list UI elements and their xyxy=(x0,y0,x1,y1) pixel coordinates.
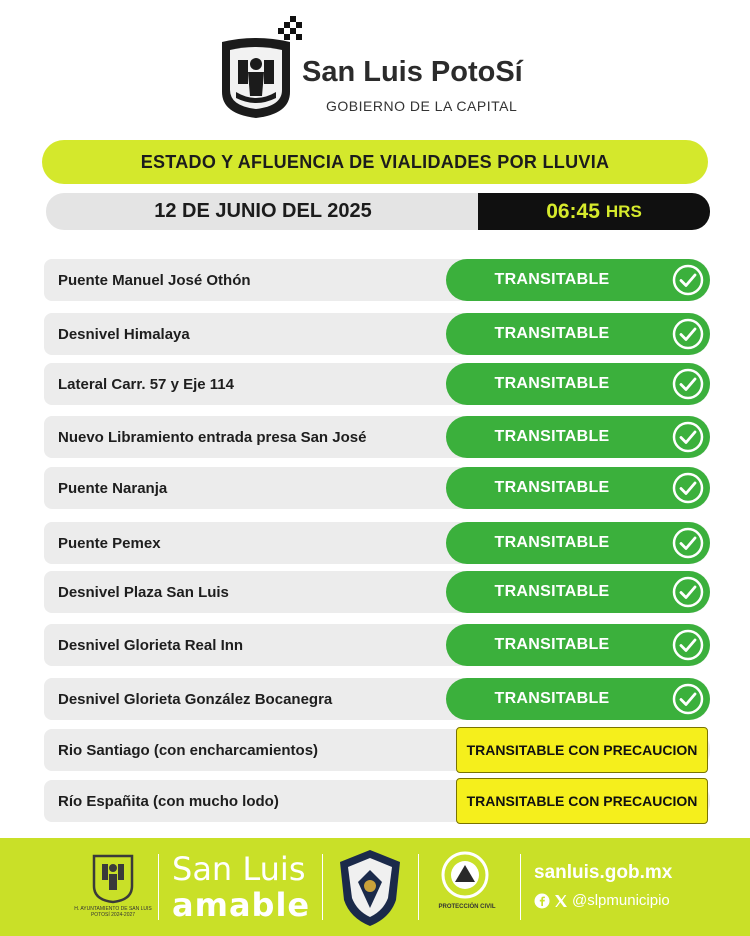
road-name: Puente Manuel José Othón xyxy=(58,271,251,289)
social-handle[interactable] xyxy=(534,892,670,909)
status-label: TRANSITABLE xyxy=(494,325,610,342)
status-badge-caution: TRANSITABLE CON PRECAUCION xyxy=(456,778,708,824)
road-row xyxy=(44,363,710,405)
report-date: 12 DE JUNIO DEL 2025 xyxy=(46,193,480,230)
ayuntamiento-seal-icon xyxy=(84,852,142,904)
status-label: TRANSITABLE xyxy=(494,583,610,600)
road-row xyxy=(44,467,710,509)
road-row xyxy=(44,571,710,613)
footer-divider xyxy=(418,854,419,920)
status-label: TRANSITABLE xyxy=(494,479,610,496)
status-label: TRANSITABLE xyxy=(494,534,610,551)
checkmark-circle-icon xyxy=(672,368,704,400)
status-badge xyxy=(446,363,710,405)
road-row xyxy=(44,259,710,301)
footer-divider xyxy=(322,854,323,920)
footer-divider xyxy=(158,854,159,920)
proteccion-civil-icon xyxy=(440,850,490,900)
road-row xyxy=(44,678,710,720)
status-label: TRANSITABLE xyxy=(494,428,610,445)
brand-subtitle: GOBIERNO DE LA CAPITAL xyxy=(326,98,518,114)
road-name: Puente Pemex xyxy=(58,534,161,552)
status-badge xyxy=(446,571,710,613)
page-title: ESTADO Y AFLUENCIA DE VIALIDADES POR LLUVIA xyxy=(42,140,708,184)
checkmark-circle-icon xyxy=(672,264,704,296)
status-badge-caution: TRANSITABLE CON PRECAUCION xyxy=(456,727,708,773)
status-badge xyxy=(446,416,710,458)
status-badge xyxy=(446,467,710,509)
status-label: TRANSITABLE xyxy=(494,636,610,653)
road-row xyxy=(44,522,710,564)
status-badge xyxy=(446,313,710,355)
proteccion-civil-label: PROTECCIÓN CIVIL xyxy=(438,904,496,910)
city-seal-icon xyxy=(218,36,294,120)
checkmark-circle-icon xyxy=(672,576,704,608)
road-name: Rio Santiago (con encharcamientos) xyxy=(58,741,319,759)
facebook-icon xyxy=(534,893,550,909)
road-row xyxy=(44,780,710,822)
footer xyxy=(0,838,750,936)
status-badge xyxy=(446,624,710,666)
road-name: Desnivel Glorieta Real Inn xyxy=(58,636,244,654)
report-time xyxy=(478,193,710,230)
road-row xyxy=(44,416,710,458)
ayuntamiento-label: H. AYUNTAMIENTO DE SAN LUIS POTOSÍ 2024-2027 xyxy=(74,906,152,918)
header xyxy=(0,0,750,135)
checkmark-circle-icon xyxy=(672,472,704,504)
time-unit: HRS xyxy=(605,201,642,221)
road-row xyxy=(44,624,710,666)
road-name: Nuevo Libramiento entrada presa San José xyxy=(58,428,367,446)
status-badge xyxy=(446,522,710,564)
police-badge-icon xyxy=(336,848,404,928)
time-value: 06:45 xyxy=(546,199,600,223)
status-badge xyxy=(446,678,710,720)
checkmark-circle-icon xyxy=(672,421,704,453)
road-name: Desnivel Plaza San Luis xyxy=(58,583,229,601)
status-label: TRANSITABLE xyxy=(494,690,610,707)
road-name: Desnivel Glorieta González Bocanegra xyxy=(58,690,333,708)
slogan-line-2: amable xyxy=(172,886,311,924)
checkmark-circle-icon xyxy=(672,683,704,715)
social-handle-text: @slpmunicipio xyxy=(572,892,670,909)
road-name: Puente Naranja xyxy=(58,479,168,497)
checkmark-circle-icon xyxy=(672,318,704,350)
status-label: TRANSITABLE xyxy=(494,375,610,392)
road-row xyxy=(44,729,710,771)
x-icon xyxy=(553,893,569,909)
road-row xyxy=(44,313,710,355)
road-name: Lateral Carr. 57 y Eje 114 xyxy=(58,375,234,393)
road-name: Río Españita (con mucho lodo) xyxy=(58,792,279,810)
slogan-line-1: San Luis xyxy=(172,850,306,888)
checkmark-circle-icon xyxy=(672,629,704,661)
checkmark-circle-icon xyxy=(672,527,704,559)
footer-divider xyxy=(520,854,521,920)
status-badge xyxy=(446,259,710,301)
website-link[interactable]: sanluis.gob.mx xyxy=(534,862,673,883)
status-label: TRANSITABLE xyxy=(494,271,610,288)
road-name: Desnivel Himalaya xyxy=(58,325,190,343)
brand-name: San Luis PotoSí xyxy=(302,56,523,88)
